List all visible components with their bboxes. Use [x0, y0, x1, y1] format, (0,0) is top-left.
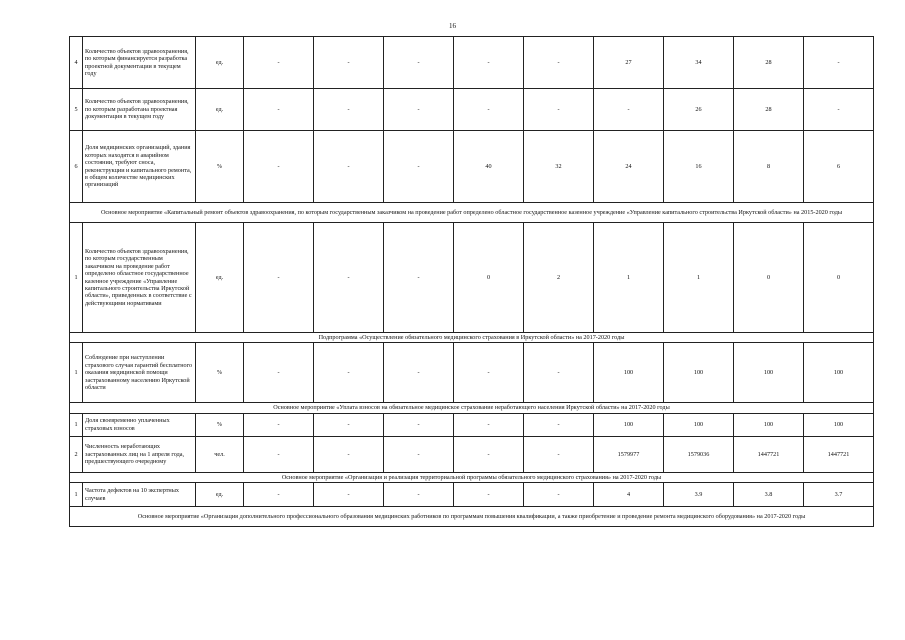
row-number: 2	[70, 436, 83, 472]
value-cell: 0	[804, 223, 874, 333]
section-title: Основное мероприятие «Уплата взносов на обязательное медицинское страхование неработающего населения Иркутской области» на 2017-2020 годы	[70, 403, 874, 413]
indicator-name: Количество объектов здравоохранения, по которым финансируется разработка проектной документации в текущем году	[83, 37, 196, 89]
value-cell: 27	[594, 37, 664, 89]
table-row	[70, 413, 874, 436]
table-row	[70, 37, 874, 89]
value-cell: -	[244, 483, 314, 507]
value-cell: -	[314, 483, 384, 507]
value-cell: 100	[664, 413, 734, 436]
row-number: 1	[70, 483, 83, 507]
value-cell: 24	[594, 131, 664, 203]
value-cell: 1579977	[594, 436, 664, 472]
value-cell: -	[524, 343, 594, 403]
section-header-row	[70, 203, 874, 223]
unit-cell: %	[196, 343, 244, 403]
value-cell: -	[314, 413, 384, 436]
value-cell: 1579036	[664, 436, 734, 472]
value-cell: 4	[594, 483, 664, 507]
unit-cell: %	[196, 413, 244, 436]
value-cell: -	[244, 223, 314, 333]
value-cell: -	[454, 413, 524, 436]
value-cell: -	[384, 89, 454, 131]
value-cell: 100	[734, 413, 804, 436]
indicator-name: Количество объектов здравоохранения, по которым разработана проектная документация в текущем году	[83, 89, 196, 131]
value-cell: 0	[454, 223, 524, 333]
value-cell: 1447721	[804, 436, 874, 472]
section-header-row	[70, 472, 874, 482]
value-cell: 100	[734, 343, 804, 403]
value-cell: 32	[524, 131, 594, 203]
indicator-name: Доля своевременно уплаченных страховых взносов	[83, 413, 196, 436]
row-number: 1	[70, 223, 83, 333]
indicator-name: Доля медицинских организаций, здания которых находятся в аварийном состоянии, требуют сноса, реконструкции и капитального ремонта, в общем количестве медицинских организаций	[83, 131, 196, 203]
table-row	[70, 343, 874, 403]
indicators-table	[69, 36, 874, 527]
value-cell: 100	[664, 343, 734, 403]
section-header-row	[70, 333, 874, 343]
row-number: 1	[70, 343, 83, 403]
value-cell: 8	[734, 131, 804, 203]
unit-cell: ед.	[196, 483, 244, 507]
value-cell: 3.7	[804, 483, 874, 507]
value-cell: 34	[664, 37, 734, 89]
value-cell: -	[244, 413, 314, 436]
value-cell: -	[524, 413, 594, 436]
section-header-row	[70, 403, 874, 413]
value-cell: 28	[734, 37, 804, 89]
row-number: 4	[70, 37, 83, 89]
value-cell: -	[594, 89, 664, 131]
value-cell: -	[384, 436, 454, 472]
unit-cell: ед.	[196, 89, 244, 131]
value-cell: -	[384, 131, 454, 203]
page-number: 16	[449, 22, 456, 30]
section-title: Основное мероприятие «Организация дополнительного профессионального образования медицинских работников по программам повышения квалификации, а также приобретение и проведение ремонта медицинского оборудования» на 2017-2020 годы	[70, 507, 874, 527]
value-cell: 0	[734, 223, 804, 333]
unit-cell: ед.	[196, 37, 244, 89]
indicator-name: Частота дефектов на 10 экспертных случаев	[83, 483, 196, 507]
value-cell: -	[454, 436, 524, 472]
value-cell: 1447721	[734, 436, 804, 472]
value-cell: -	[524, 37, 594, 89]
value-cell: -	[384, 413, 454, 436]
value-cell: -	[804, 37, 874, 89]
value-cell: 1	[664, 223, 734, 333]
value-cell: 100	[594, 413, 664, 436]
value-cell: -	[384, 343, 454, 403]
value-cell: -	[244, 131, 314, 203]
value-cell: -	[384, 223, 454, 333]
value-cell: 6	[804, 131, 874, 203]
row-number: 1	[70, 413, 83, 436]
value-cell: -	[314, 343, 384, 403]
value-cell: -	[244, 37, 314, 89]
unit-cell: %	[196, 131, 244, 203]
value-cell: 100	[804, 413, 874, 436]
value-cell: 100	[594, 343, 664, 403]
value-cell: 40	[454, 131, 524, 203]
value-cell: 100	[804, 343, 874, 403]
section-header-row	[70, 507, 874, 527]
value-cell: -	[244, 89, 314, 131]
table-row	[70, 89, 874, 131]
indicator-name: Численность неработающих застрахованных лиц на 1 апреля года, предшествующего очередному	[83, 436, 196, 472]
value-cell: -	[454, 343, 524, 403]
value-cell: 3.8	[734, 483, 804, 507]
indicator-name: Количество объектов здравоохранения, по которым государственным заказчиком на проведение работ определено областное государственное казенное учреждение «Управление капитального строительства Иркутской области», приведенных в соответствие с действующими нормативами	[83, 223, 196, 333]
value-cell: -	[384, 483, 454, 507]
row-number: 6	[70, 131, 83, 203]
table-row	[70, 223, 874, 333]
value-cell: -	[314, 223, 384, 333]
value-cell: -	[524, 89, 594, 131]
value-cell: -	[454, 483, 524, 507]
value-cell: -	[244, 343, 314, 403]
section-title: Подпрограмма «Осуществление обязательного медицинского страхования в Иркутской области» на 2017-2020 годы	[70, 333, 874, 343]
table-row	[70, 131, 874, 203]
unit-cell: ед.	[196, 223, 244, 333]
value-cell: -	[314, 89, 384, 131]
value-cell: -	[804, 89, 874, 131]
unit-cell: чел.	[196, 436, 244, 472]
section-title: Основное мероприятие «Капитальный ремонт объектов здравоохранения, по которым государственным заказчиком на проведение работ определено областное государственное казенное учреждение «Управление капитального строительства Иркутской области» на 2015-2020 годы	[70, 203, 874, 223]
value-cell: 28	[734, 89, 804, 131]
value-cell: 1	[594, 223, 664, 333]
value-cell: -	[314, 436, 384, 472]
value-cell: -	[454, 37, 524, 89]
indicator-name: Соблюдение при наступлении страхового случая гарантий бесплатного оказания медицинской помощи застрахованному населению Иркутской области	[83, 343, 196, 403]
value-cell: -	[314, 131, 384, 203]
value-cell: -	[524, 483, 594, 507]
table-row	[70, 483, 874, 507]
table-row	[70, 436, 874, 472]
value-cell: -	[314, 37, 384, 89]
value-cell: -	[384, 37, 454, 89]
value-cell: 2	[524, 223, 594, 333]
value-cell: 16	[664, 131, 734, 203]
value-cell: -	[244, 436, 314, 472]
value-cell: -	[454, 89, 524, 131]
section-title: Основное мероприятие «Организация и реализация территориальной программы обязательного медицинского страхования» на 2017-2020 годы	[70, 472, 874, 482]
value-cell: 26	[664, 89, 734, 131]
value-cell: 3.9	[664, 483, 734, 507]
value-cell: -	[524, 436, 594, 472]
row-number: 5	[70, 89, 83, 131]
